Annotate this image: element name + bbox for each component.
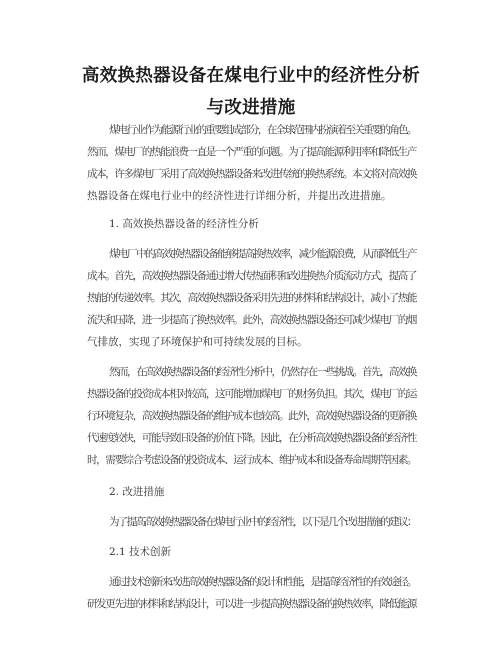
paragraph-1-line: 热器设备在煤电行业中的经济性进行详细分析，并提出改进措施。 [87, 190, 392, 202]
paragraph-2-line: 热能的传递效率。其次，高效换热器设备采用先进的材料和结构设计，减小了热能 [87, 292, 417, 304]
paragraph-2-line: 流失和压降，进一步提高了换热效率。此外，高效换热器设备还可减少煤电厂的烟 [87, 314, 417, 326]
paragraph-5-line: 通过技术创新来改进高效换热器设备的设计和性能，是提高经济性的有效途径。 [109, 576, 416, 588]
paragraph-2-line: 煤电厂中的高效换热器设备能够提高换热效率，减少能源浪费，从而降低生产 [109, 248, 417, 260]
paragraph-1-line: 煤电行业作为能源行业的重要组成部分，在全球范围内扮演着至关重要的角色。 [109, 124, 416, 136]
section-heading-1: 1. 高效换热器设备的经济性分析 [109, 218, 259, 230]
document-title-line-2: 与改进措施 [206, 98, 296, 118]
paragraph-2-line: 成本。首先，高效换热器设备通过增大传热面积和改进换热介质流动方式，提高了 [87, 270, 417, 282]
paragraph-4-line: 为了提高高效换热器设备在煤电行业中的经济性，以下是几个改进措施的建议： [109, 516, 416, 528]
paragraph-3-line: 时，需要综合考虑设备的投资成本、运行成本、维护成本和设备寿命周期等因素。 [87, 454, 417, 466]
subsection-heading-2-1: 2.1 技术创新 [109, 546, 172, 558]
paragraph-5-line: 研发更先进的材料和结构设计，可以进一步提高换热器设备的换热效率，降低能源 [87, 598, 417, 610]
paragraph-1-line: 成本，许多煤电厂采用了高效换热器设备来改进传统的换热系统。本文将对高效换 [87, 168, 417, 180]
paragraph-3-line: 热器设备的投资成本相对较高，这可能增加煤电厂的财务负担。其次，煤电厂的运 [87, 388, 417, 400]
document-title-line-1: 高效换热器设备在煤电行业中的经济性分析 [81, 66, 421, 86]
section-heading-2: 2. 改进措施 [109, 486, 165, 498]
paragraph-1-line: 然而，煤电厂的热能浪费一直是一个严重的问题。为了提高能源利用率和降低生产 [87, 146, 417, 158]
paragraph-3-line: 然而，在高效换热器设备的经济性分析中，仍然存在一些挑战。首先，高效换 [109, 366, 417, 378]
paragraph-2-line: 气排放，实现了环境保护和可持续发展的目标。 [87, 336, 308, 348]
paragraph-3-line: 代速度较快，可能导致旧设备的价值下降。因此，在分析高效换热器设备的经济性 [87, 432, 417, 444]
paragraph-3-line: 行环境复杂，高效换热器设备的维护成本也较高。此外，高效换热器设备的更新换 [87, 410, 417, 422]
